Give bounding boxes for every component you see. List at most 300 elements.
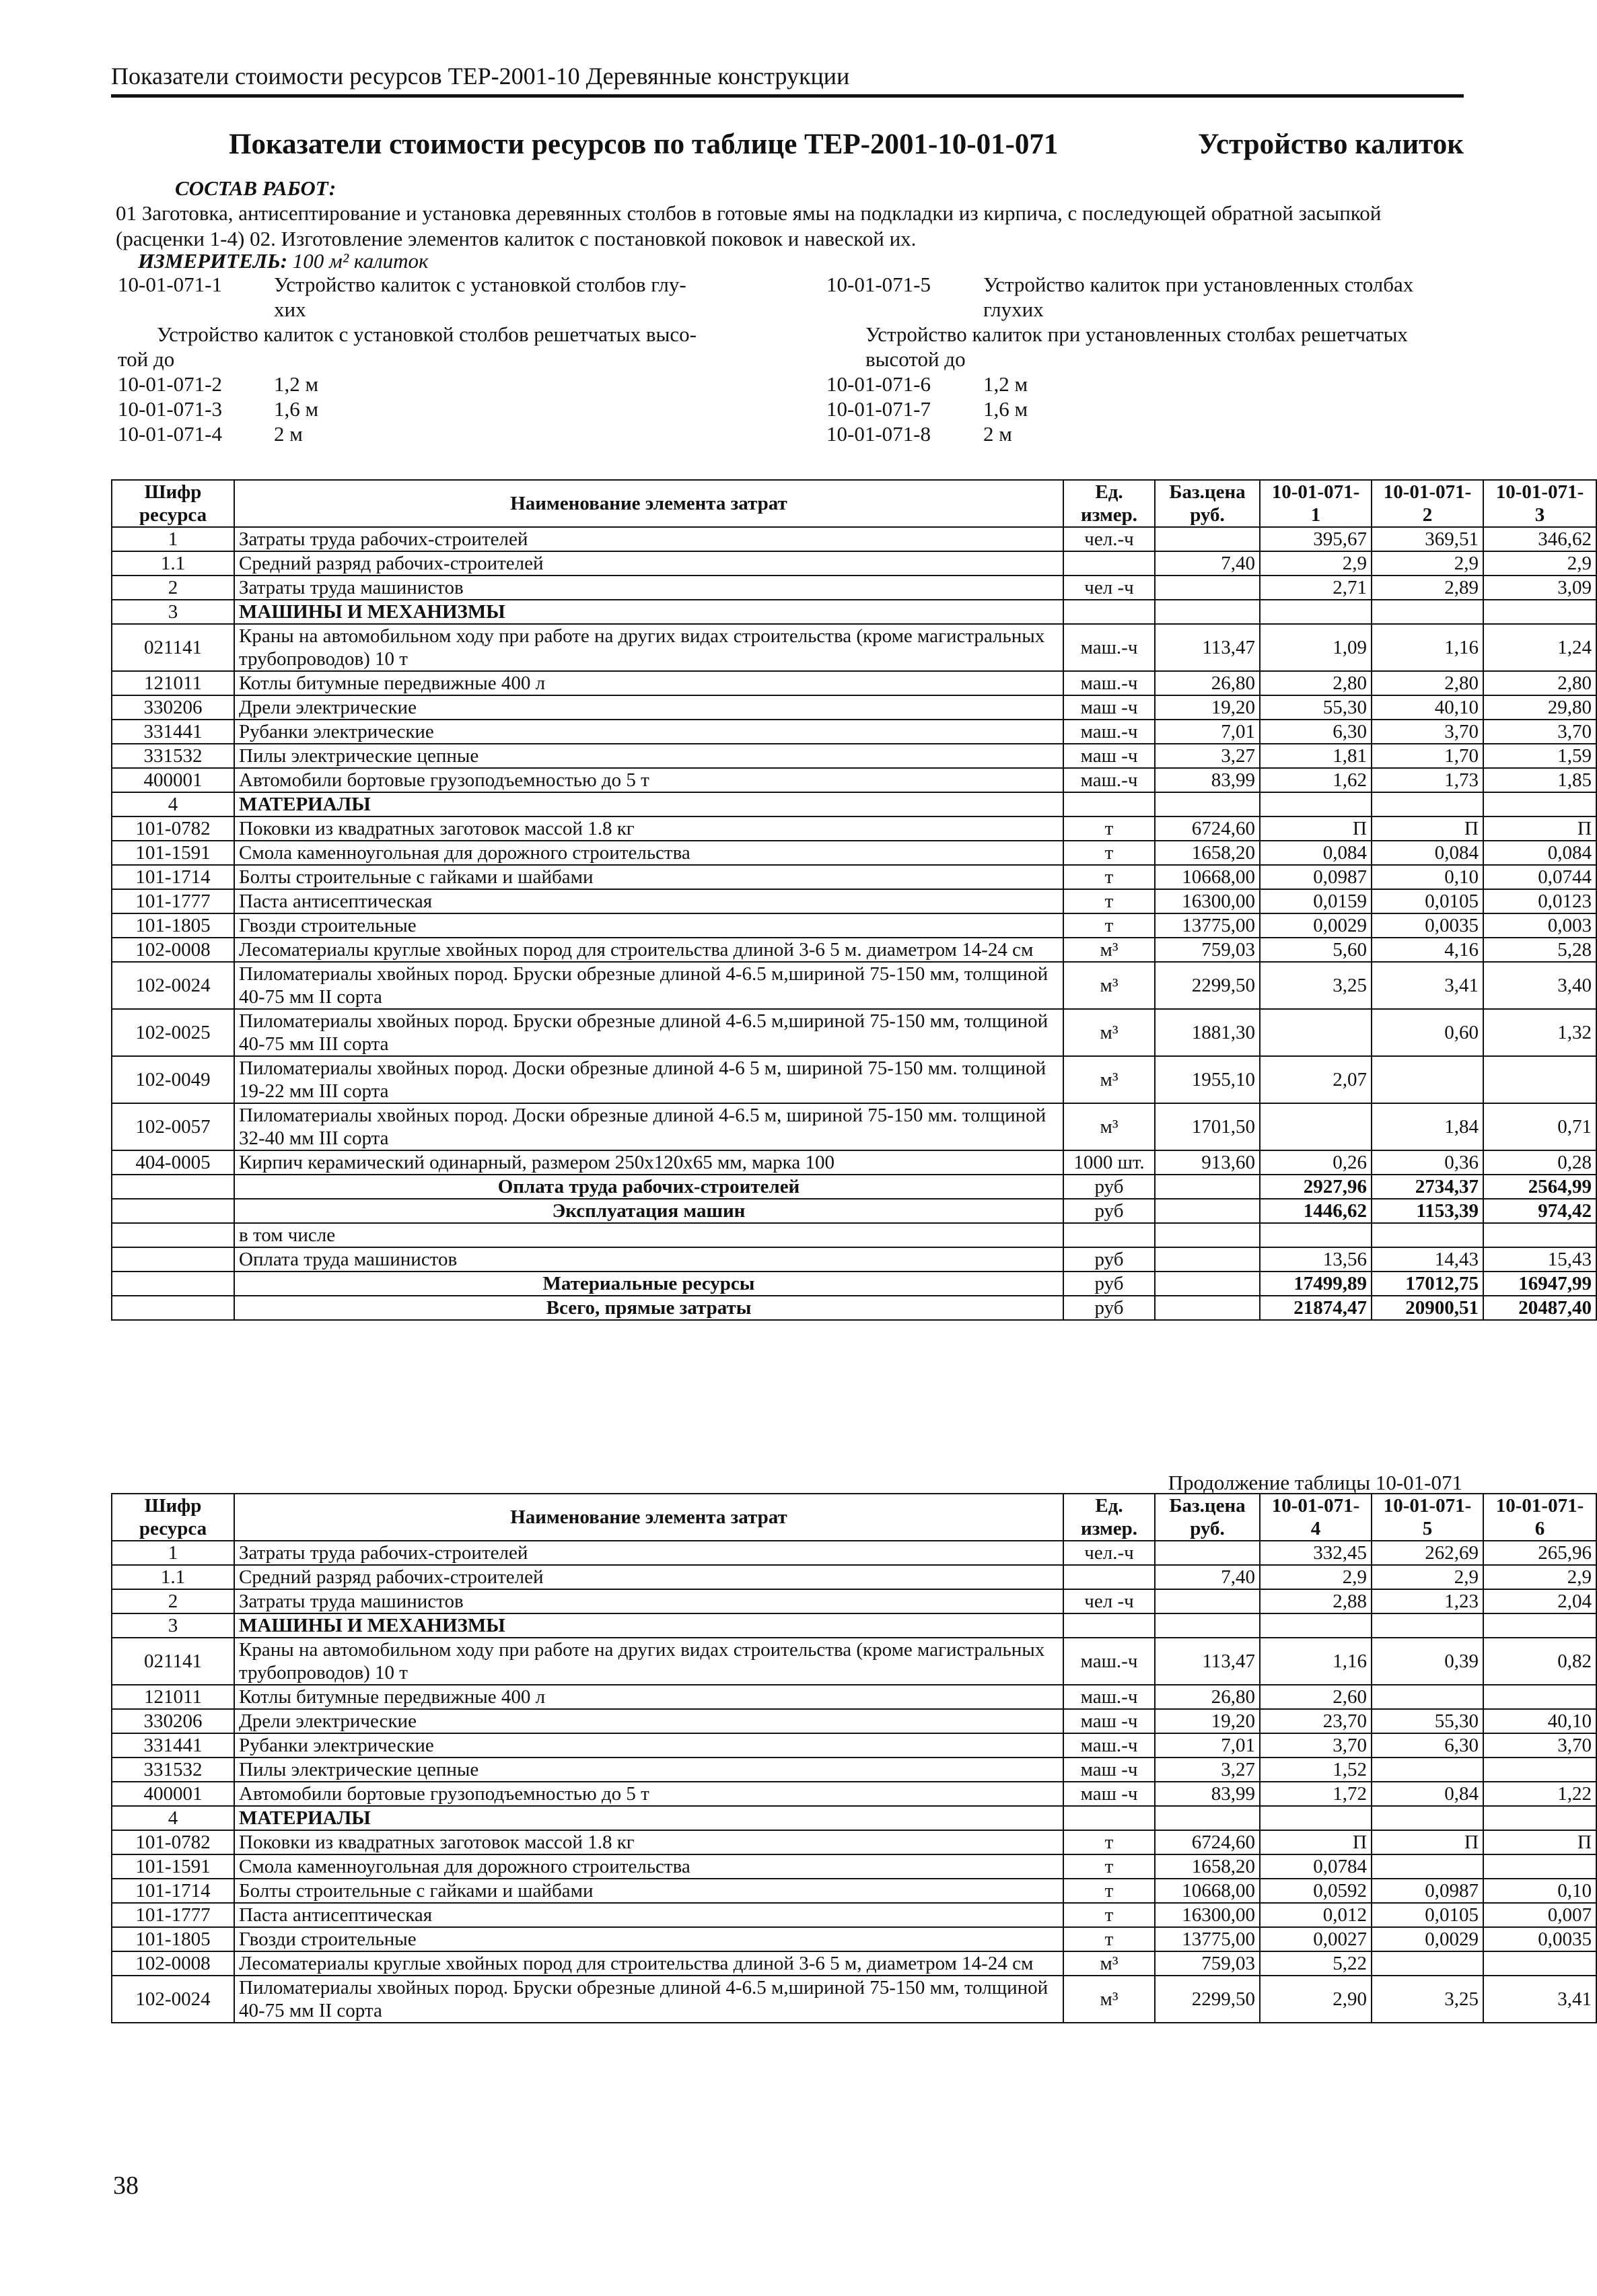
cell-name: МАШИНЫ И МЕХАНИЗМЫ [234,1613,1063,1638]
cell-value: П [1260,816,1372,841]
cell-price [1155,576,1260,600]
code-value: 2 м [274,422,303,446]
cell-unit: маш.-ч [1063,1733,1155,1758]
cell-value: 1,70 [1372,744,1483,768]
cell-value: 2,90 [1260,1976,1372,2023]
cell-unit: м³ [1063,1103,1155,1150]
header-col-prefix: 10-01-071- [1271,1495,1360,1517]
header-unit-line2: измер. [1081,1518,1137,1539]
cell-name: Поковки из квадратных заготовок массой 1.8 кг [234,816,1063,841]
cell-value: 3,41 [1483,1976,1596,2023]
cell-price: 13775,00 [1155,1927,1260,1951]
cell-code: 331532 [112,744,234,768]
table-row [112,1150,1596,1175]
header-price [1155,480,1260,527]
cell-name: Болты строительные с гайками и шайбами [234,1879,1063,1903]
header-col-num: 2 [1422,504,1433,526]
cell-code: 101-1714 [112,865,234,889]
table-row [112,695,1596,720]
cell-unit: т [1063,865,1155,889]
cell-name: Затраты труда рабочих-строителей [234,1541,1063,1565]
cell-value: 3,41 [1372,962,1483,1009]
cell-unit: т [1063,1903,1155,1927]
cell-code [112,1175,234,1199]
cell-value: 55,30 [1260,695,1372,720]
cell-unit: чел -ч [1063,1589,1155,1613]
table-row [112,1976,1596,2023]
cell-code: 101-1591 [112,1854,234,1879]
cell-unit: маш -ч [1063,695,1155,720]
cell-value: 2,89 [1372,576,1483,600]
cell-code: 1 [112,1541,234,1565]
cell-name: Лесоматериалы круглые хвойных пород для строительства длиной 3-6 5 м. диаметром 14-24 см [234,938,1063,962]
code-desc: Устройство калиток с установкой столбов глу- [274,273,686,296]
section-row [112,1806,1596,1830]
cell-value: 4,16 [1372,938,1483,962]
subheading: той до [118,347,175,371]
cell-name: Болты строительные с гайками и шайбами [234,865,1063,889]
cell-name: Краны на автомобильном ходу при работе на других видах строительства (кроме магистральных трубопроводов) 10 т [234,1638,1063,1685]
cell-code: 102-0049 [112,1056,234,1103]
cell-unit: м³ [1063,1976,1155,2023]
cell-value [1483,600,1596,624]
cell-value: 0,0105 [1372,1903,1483,1927]
cell-unit: руб [1063,1175,1155,1199]
cell-price: 1881,30 [1155,1009,1260,1056]
cell-code: 1.1 [112,551,234,576]
cell-value [1372,1685,1483,1709]
cell-code: 102-0024 [112,1976,234,2023]
code: 10-01-071-1 [118,273,222,296]
header-code [112,480,234,527]
cell-value [1483,1854,1596,1879]
cell-value: 369,51 [1372,527,1483,551]
cell-name: Пиломатериалы хвойных пород. Доски обрезные длиной 4-6.5 м, шириной 75-150 мм. толщиной 32-40 мм III сорта [234,1103,1063,1150]
cell-name: Краны на автомобильном ходу при работе на других видах строительства (кроме магистральных трубопроводов) 10 т [234,624,1063,671]
section-row [112,792,1596,816]
subheading: Устройство калиток при установленных столбах решетчатых [865,322,1408,346]
cell-unit: руб [1063,1296,1155,1320]
cell-price: 16300,00 [1155,889,1260,913]
cell-value [1372,792,1483,816]
cell-code: 2 [112,1589,234,1613]
cell-code: 101-1805 [112,913,234,938]
cell-price: 113,47 [1155,624,1260,671]
cell-value: 2,80 [1483,671,1596,695]
header-price-line2: руб. [1190,504,1225,526]
cell-value [1372,1806,1483,1830]
cell-value [1483,1951,1596,1976]
cell-value: 2,60 [1260,1685,1372,1709]
cell-value: 2,9 [1260,1565,1372,1589]
cell-value: 2,07 [1260,1056,1372,1103]
cell-name: Затраты труда рабочих-строителей [234,527,1063,551]
cell-value: 0,0159 [1260,889,1372,913]
cell-name: МАШИНЫ И МЕХАНИЗМЫ [234,600,1063,624]
cell-value: 1,09 [1260,624,1372,671]
cell-name: МАТЕРИАЛЫ [234,792,1063,816]
izmeritel [138,249,429,273]
cell-code: 3 [112,600,234,624]
cell-value: 0,82 [1483,1638,1596,1685]
cell-unit: чел.-ч [1063,1541,1155,1565]
code-value: 1,6 м [274,397,319,421]
cell-unit: т [1063,913,1155,938]
work-description: 01 Заготовка, антисептирование и установка деревянных столбов в готовые ямы на подкладки из кирпича, с последующей обратной засыпкой (расценки 1-4) 02. Изготовление элементов калиток с постановкой поковок и навеской их. [116,201,1382,250]
cell-value: 13,56 [1260,1247,1372,1272]
table-row [112,816,1596,841]
cell-code: 400001 [112,1782,234,1806]
cell-price: 19,20 [1155,695,1260,720]
cell-name: Пиломатериалы хвойных пород. Бруски обрезные длиной 4-6.5 м,шириной 75-150 мм, толщиной 40-75 мм II сорта [234,1976,1063,2023]
cell-value: 0,0987 [1260,865,1372,889]
cell-price: 3,27 [1155,744,1260,768]
cell-value: 14,43 [1372,1247,1483,1272]
subheading: Устройство калиток с установкой столбов решетчатых высо- [157,322,697,346]
cell-price: 113,47 [1155,1638,1260,1685]
cell-code: 102-0057 [112,1103,234,1150]
header-code-line2: ресурса [139,504,207,526]
cell-name: Смола каменноугольная для дорожного строительства [234,841,1063,865]
cell-price [1155,1589,1260,1613]
cell-value [1483,1806,1596,1830]
code-desc: глухих [983,298,1044,321]
cell-code: 404-0005 [112,1150,234,1175]
cell-name: Пиломатериалы хвойных пород. Бруски обрезные длиной 4-6.5 м,шириной 75-150 мм, толщиной 40-75 мм III сорта [234,1009,1063,1056]
cell-value [1483,1685,1596,1709]
cell-code [112,1199,234,1223]
table-row [112,1782,1596,1806]
cell-name: Рубанки электрические [234,1733,1063,1758]
cell-price [1155,1223,1260,1247]
table-row [112,889,1596,913]
cell-name: Паста антисептическая [234,889,1063,913]
header-name: Наименование элемента затрат [234,1494,1063,1541]
cell-price: 7,40 [1155,1565,1260,1589]
cell-value: 1,16 [1372,624,1483,671]
cell-value: 2,9 [1483,551,1596,576]
cell-price: 6724,60 [1155,816,1260,841]
table-row [112,768,1596,792]
cell-value: 1,73 [1372,768,1483,792]
cell-code: 101-1714 [112,1879,234,1903]
cell-value: 16947,99 [1483,1272,1596,1296]
table-row [112,962,1596,1009]
table-row [112,1541,1596,1565]
cell-code: 121011 [112,1685,234,1709]
cell-name: Дрели электрические [234,1709,1063,1733]
cell-value [1372,1854,1483,1879]
code-value: 2 м [983,422,1012,446]
cell-value: 2,9 [1483,1565,1596,1589]
cell-value: 1,16 [1260,1638,1372,1685]
table-row [112,1927,1596,1951]
cell-name: Средний разряд рабочих-строителей [234,551,1063,576]
cell-unit [1063,1613,1155,1638]
header-col-num: 1 [1310,504,1321,526]
cell-value: 0,0029 [1260,913,1372,938]
cell-code: 4 [112,792,234,816]
cell-value: 1,85 [1483,768,1596,792]
cell-code: 101-0782 [112,816,234,841]
cell-value: 40,10 [1483,1709,1596,1733]
cell-name: Затраты труда машинистов [234,576,1063,600]
cell-value [1372,1056,1483,1103]
code: 10-01-071-7 [826,397,931,421]
table-row [112,744,1596,768]
header-col-prefix: 10-01-071- [1495,481,1584,503]
cell-value: 0,28 [1483,1150,1596,1175]
cell-unit: маш -ч [1063,1758,1155,1782]
cell-code: 102-0008 [112,938,234,962]
cell-value: 2,88 [1260,1589,1372,1613]
header-col [1372,1494,1483,1541]
code: 10-01-071-3 [118,397,222,421]
cell-name: МАТЕРИАЛЫ [234,1806,1063,1830]
cell-code: 102-0025 [112,1009,234,1056]
table-row [112,1056,1596,1103]
cell-price: 6724,60 [1155,1830,1260,1854]
table-row [112,551,1596,576]
cell-value: 0,0035 [1483,1927,1596,1951]
cell-price [1155,1272,1260,1296]
cell-price [1155,792,1260,816]
summary-row [112,1199,1596,1223]
cell-code: 1 [112,527,234,551]
header-price-line1: Баз.цена [1169,481,1246,503]
cell-value: 0,0744 [1483,865,1596,889]
cell-code: 331441 [112,720,234,744]
table-row [112,1903,1596,1927]
cell-value: 0,007 [1483,1903,1596,1927]
cell-value: 1,32 [1483,1009,1596,1056]
cell-name: Материальные ресурсы [234,1272,1063,1296]
cell-unit: м³ [1063,1951,1155,1976]
cell-price: 83,99 [1155,1782,1260,1806]
header-col-num: 6 [1534,1518,1545,1539]
cell-price: 10668,00 [1155,1879,1260,1903]
cell-value: 20900,51 [1372,1296,1483,1320]
cell-unit [1063,551,1155,576]
cell-value: 0,0027 [1260,1927,1372,1951]
cell-value: П [1372,816,1483,841]
cell-price: 1658,20 [1155,841,1260,865]
cell-value: 2,9 [1372,551,1483,576]
cell-value [1260,600,1372,624]
cell-value: 23,70 [1260,1709,1372,1733]
cell-price: 759,03 [1155,1951,1260,1976]
table-row [112,1103,1596,1150]
table-row [112,1009,1596,1056]
cell-unit: т [1063,841,1155,865]
cell-value: 15,43 [1483,1247,1596,1272]
cell-code: 101-1777 [112,1903,234,1927]
cell-name: Эксплуатация машин [234,1199,1063,1223]
cell-unit [1063,792,1155,816]
cell-value: 0,0592 [1260,1879,1372,1903]
cell-price: 759,03 [1155,938,1260,962]
cell-price [1155,1247,1260,1272]
cell-value: 1,24 [1483,624,1596,671]
table-header [112,480,1596,527]
cell-value: 0,84 [1372,1782,1483,1806]
cell-price: 10668,00 [1155,865,1260,889]
cell-name: Пилы электрические цепные [234,744,1063,768]
cell-unit [1063,1565,1155,1589]
table-row [112,527,1596,551]
cell-unit: т [1063,1830,1155,1854]
cell-code [112,1223,234,1247]
cell-name: Гвозди строительные [234,913,1063,938]
cell-value: 1,62 [1260,768,1372,792]
cell-unit: маш.-ч [1063,1685,1155,1709]
cell-price [1155,1806,1260,1830]
header-price-line1: Баз.цена [1169,1495,1246,1517]
cell-value: 1,22 [1483,1782,1596,1806]
header-col-num: 3 [1534,504,1545,526]
code-value: 1,6 м [983,397,1028,421]
header-price [1155,1494,1260,1541]
cell-value [1260,1103,1372,1150]
table-row [112,1685,1596,1709]
codes-right [826,272,1462,446]
cell-name: Оплата труда рабочих-строителей [234,1175,1063,1199]
cell-unit: чел.-ч [1063,527,1155,551]
cell-unit: маш.-ч [1063,1638,1155,1685]
cell-price [1155,527,1260,551]
header-unit-line1: Ед. [1095,481,1123,503]
cell-name: Автомобили бортовые грузоподъемностью до 5 т [234,1782,1063,1806]
header-col [1260,1494,1372,1541]
header-unit-line2: измер. [1081,504,1137,526]
cell-value: 0,084 [1260,841,1372,865]
cell-name: Котлы битумные передвижные 400 л [234,671,1063,695]
cell-value [1372,1951,1483,1976]
cell-value: 2,04 [1483,1589,1596,1613]
cell-price: 2299,50 [1155,1976,1260,2023]
cell-unit: руб [1063,1272,1155,1296]
cell-code: 101-0782 [112,1830,234,1854]
cell-code [112,1296,234,1320]
cell-value [1260,1009,1372,1056]
cell-price: 1701,50 [1155,1103,1260,1150]
header-col-num: 5 [1422,1518,1433,1539]
cell-unit [1063,1223,1155,1247]
cell-unit: м³ [1063,938,1155,962]
cell-code: 1.1 [112,1565,234,1589]
cell-value: П [1483,816,1596,841]
header-unit [1063,480,1155,527]
cell-value: 3,70 [1260,1733,1372,1758]
cell-name: Смола каменноугольная для дорожного строительства [234,1854,1063,1879]
cell-value: 21874,47 [1260,1296,1372,1320]
table-row [112,1733,1596,1758]
cell-value: 5,22 [1260,1951,1372,1976]
cell-unit: т [1063,889,1155,913]
cell-value [1483,1056,1596,1103]
cell-price: 83,99 [1155,768,1260,792]
header-col [1260,480,1372,527]
cell-unit [1063,600,1155,624]
cell-value: 2,9 [1260,551,1372,576]
cell-value: 0,71 [1483,1103,1596,1150]
cell-value: 6,30 [1260,720,1372,744]
cell-value: П [1483,1830,1596,1854]
cell-unit: руб [1063,1199,1155,1223]
cell-unit: м³ [1063,962,1155,1009]
cell-value: 1,84 [1372,1103,1483,1150]
cell-name: Пиломатериалы хвойных пород. Бруски обрезные длиной 4-6.5 м,шириной 75-150 мм, толщиной 40-75 мм II сорта [234,962,1063,1009]
cell-value: 55,30 [1372,1709,1483,1733]
cell-value: 0,10 [1483,1879,1596,1903]
cell-value: 0,36 [1372,1150,1483,1175]
code: 10-01-071-8 [826,422,931,446]
cell-value: 0,0123 [1483,889,1596,913]
cell-value: 3,70 [1372,720,1483,744]
table-row [112,576,1596,600]
cell-name: Всего, прямые затраты [234,1296,1063,1320]
cell-unit: руб [1063,1247,1155,1272]
cell-unit: т [1063,1927,1155,1951]
header-col-num: 4 [1310,1518,1321,1539]
table-row [112,938,1596,962]
cell-value: 2,80 [1372,671,1483,695]
cell-name: Пилы электрические цепные [234,1758,1063,1782]
cell-value: 2927,96 [1260,1175,1372,1199]
cell-unit: маш -ч [1063,1782,1155,1806]
cell-code: 102-0024 [112,962,234,1009]
cell-code: 021141 [112,1638,234,1685]
table-row [112,1709,1596,1733]
sostav-label: СОСТАВ РАБОТ: [175,176,336,200]
code: 10-01-071-6 [826,372,931,396]
cell-unit: маш.-ч [1063,671,1155,695]
cell-value: 0,39 [1372,1638,1483,1685]
code: 10-01-071-2 [118,372,222,396]
cell-price [1155,1175,1260,1199]
header-code [112,1494,234,1541]
code-value: 1,2 м [983,372,1028,396]
cell-code: 400001 [112,768,234,792]
cell-value: 17012,75 [1372,1272,1483,1296]
cell-value: 2564,99 [1483,1175,1596,1199]
cell-value: 3,25 [1260,962,1372,1009]
cell-price: 7,01 [1155,720,1260,744]
cell-code: 331532 [112,1758,234,1782]
cell-value: 0,0029 [1372,1927,1483,1951]
cell-value: 0,012 [1260,1903,1372,1927]
table-row [112,913,1596,938]
table-row [112,1951,1596,1976]
cell-value: 5,60 [1260,938,1372,962]
cell-unit: 1000 шт. [1063,1150,1155,1175]
cell-code [112,1247,234,1272]
cell-value: 332,45 [1260,1541,1372,1565]
cell-value: 1446,62 [1260,1199,1372,1223]
code-desc: хих [274,298,306,321]
cell-name: Кирпич керамический одинарный, размером 250х120х65 мм, марка 100 [234,1150,1063,1175]
cell-unit: т [1063,1854,1155,1879]
table-row [112,1638,1596,1685]
section-row [112,600,1596,624]
header-code-line1: Шифр [144,1495,202,1517]
cell-code: 101-1777 [112,889,234,913]
cell-value: 2,80 [1260,671,1372,695]
cell-value: 2,71 [1260,576,1372,600]
cell-name: Затраты труда машинистов [234,1589,1063,1613]
cell-value: 1153,39 [1372,1199,1483,1223]
cell-price: 7,01 [1155,1733,1260,1758]
